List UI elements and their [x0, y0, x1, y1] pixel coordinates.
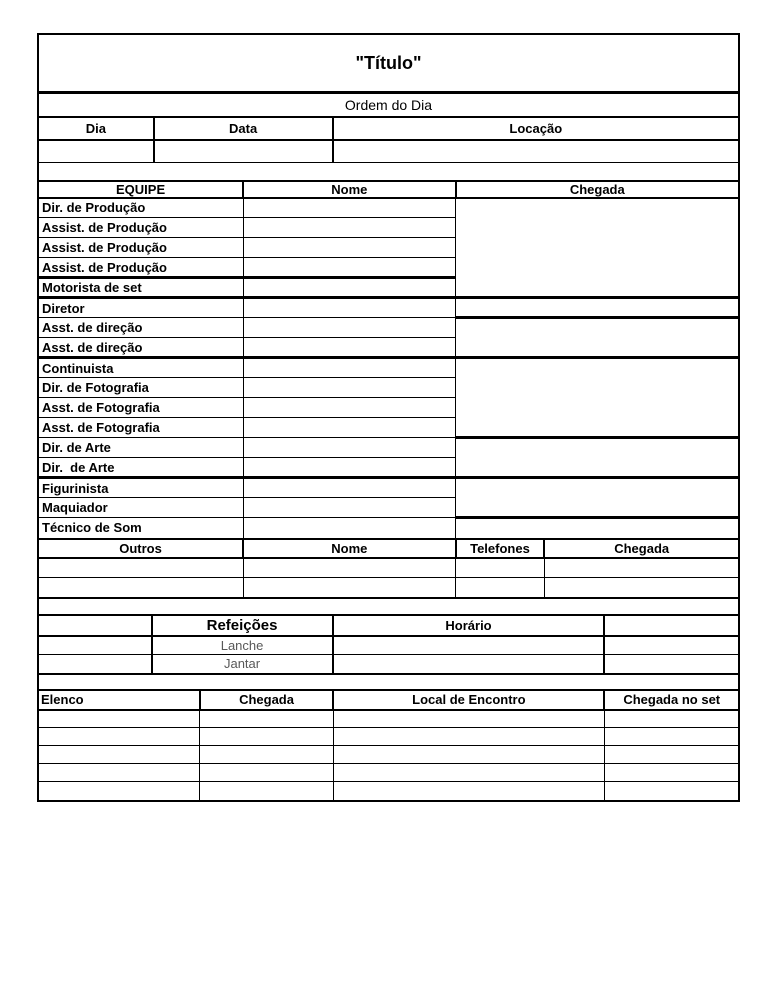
- role-label: Dir. de Fotografia: [39, 378, 243, 398]
- nome-cell: [243, 278, 455, 298]
- chegada-set-cell: [604, 782, 738, 800]
- chegada-set-cell: [604, 764, 738, 782]
- nome-cell: [243, 438, 455, 458]
- header-dia: Dia: [39, 118, 154, 140]
- info-table: [39, 118, 738, 163]
- refeicoes-table: [39, 614, 738, 675]
- role-label: Asst. de direção: [39, 318, 243, 338]
- refeicoes-blank-cell: [39, 615, 152, 636]
- role-label: Motorista de set: [39, 278, 243, 298]
- role-label: Continuista: [39, 358, 243, 378]
- chegada-cell-som: [456, 518, 738, 538]
- chegada-set-cell: [604, 710, 738, 728]
- role-label: Assist. de Produção: [39, 218, 243, 238]
- chegada-cell: [200, 728, 334, 746]
- subtitle: Ordem do Dia: [344, 97, 433, 113]
- nome-cell: [243, 318, 455, 338]
- nome-cell: [243, 258, 455, 278]
- nome-cell: [243, 218, 455, 238]
- nome-cell: [243, 338, 455, 358]
- spacer: [39, 599, 738, 614]
- call-sheet: [37, 33, 740, 802]
- elenco-cell: [39, 764, 200, 782]
- horario-cell: [333, 636, 605, 655]
- nome-cell: [243, 498, 455, 518]
- dia-cell: [39, 140, 154, 162]
- refeicoes-blank-cell: [39, 636, 152, 655]
- chegada-cell-direcao: [456, 318, 738, 358]
- chegada-cell: [200, 782, 334, 800]
- role-label: Asst. de direção: [39, 338, 243, 358]
- document-title: "Título": [355, 52, 422, 73]
- header-chegada: Chegada: [456, 181, 738, 198]
- chegada-cell: [200, 710, 334, 728]
- chegada-set-cell: [604, 728, 738, 746]
- local-cell: [333, 746, 604, 764]
- nome-cell: [243, 378, 455, 398]
- role-label: Asst. de Fotografia: [39, 418, 243, 438]
- header-locacao: Locação: [333, 118, 738, 140]
- header-data: Data: [154, 118, 333, 140]
- refeicoes-blank-cell: [604, 636, 738, 655]
- spacer: [39, 675, 738, 689]
- local-cell: [333, 710, 604, 728]
- outros-cell: [39, 578, 243, 598]
- header-horario: Horário: [333, 615, 605, 636]
- nome-cell: [243, 198, 455, 218]
- nome-cell: [243, 238, 455, 258]
- role-label: Maquiador: [39, 498, 243, 518]
- chegada-set-cell: [604, 746, 738, 764]
- outros-table: [39, 538, 738, 599]
- horario-cell: [333, 655, 605, 674]
- role-label: Figurinista: [39, 478, 243, 498]
- nome-cell: [243, 398, 455, 418]
- meal-label: Jantar: [152, 655, 333, 674]
- local-cell: [333, 728, 604, 746]
- nome-cell: [243, 358, 455, 378]
- role-label: Assist. de Produção: [39, 238, 243, 258]
- nome-cell: [243, 458, 455, 478]
- role-label: Diretor: [39, 298, 243, 318]
- header-nome: Nome: [243, 539, 455, 558]
- refeicoes-blank-cell: [604, 655, 738, 674]
- role-label: Dir. de Arte: [39, 438, 243, 458]
- meal-label: Lanche: [152, 636, 333, 655]
- elenco-cell: [39, 746, 200, 764]
- chegada-cell: [200, 764, 334, 782]
- elenco-cell: [39, 782, 200, 800]
- header-nome: Nome: [243, 181, 455, 198]
- telefones-cell: [456, 558, 545, 578]
- chegada-cell: [544, 558, 738, 578]
- role-label: Dir. de Produção: [39, 198, 243, 218]
- locacao-cell: [333, 140, 738, 162]
- chegada-cell-producao: [456, 198, 738, 298]
- refeicoes-blank-cell: [604, 615, 738, 636]
- local-cell: [333, 782, 604, 800]
- equipe-table: [39, 180, 738, 538]
- nome-cell: [243, 478, 455, 498]
- telefones-cell: [456, 578, 545, 598]
- header-chegada: Chegada: [544, 539, 738, 558]
- header-local-encontro: Local de Encontro: [333, 690, 604, 710]
- chegada-cell-fotografia: [456, 358, 738, 438]
- elenco-cell: [39, 728, 200, 746]
- role-label: Dir. de Arte: [39, 458, 243, 478]
- header-telefones: Telefones: [456, 539, 545, 558]
- header-chegada-no-set: Chegada no set: [604, 690, 738, 710]
- nome-cell: [243, 578, 455, 598]
- nome-cell: [243, 418, 455, 438]
- nome-cell: [243, 298, 455, 318]
- data-cell: [154, 140, 333, 162]
- chegada-cell: [200, 746, 334, 764]
- header-refeicoes: Refeições: [152, 615, 333, 636]
- refeicoes-blank-cell: [39, 655, 152, 674]
- elenco-table: [39, 689, 738, 800]
- nome-cell: [243, 518, 455, 538]
- local-cell: [333, 764, 604, 782]
- title-box: [39, 35, 738, 94]
- header-outros: Outros: [39, 539, 243, 558]
- spacer: [39, 163, 738, 180]
- chegada-cell-diretor: [456, 298, 738, 318]
- subtitle-row: [39, 94, 738, 118]
- header-equipe: EQUIPE: [39, 181, 243, 198]
- chegada-cell-figurino: [456, 478, 738, 518]
- header-elenco: Elenco: [39, 690, 200, 710]
- nome-cell: [243, 558, 455, 578]
- role-label: Assist. de Produção: [39, 258, 243, 278]
- outros-cell: [39, 558, 243, 578]
- role-label: Asst. de Fotografia: [39, 398, 243, 418]
- role-label: Técnico de Som: [39, 518, 243, 538]
- chegada-cell-arte: [456, 438, 738, 478]
- elenco-cell: [39, 710, 200, 728]
- header-chegada: Chegada: [200, 690, 334, 710]
- chegada-cell: [544, 578, 738, 598]
